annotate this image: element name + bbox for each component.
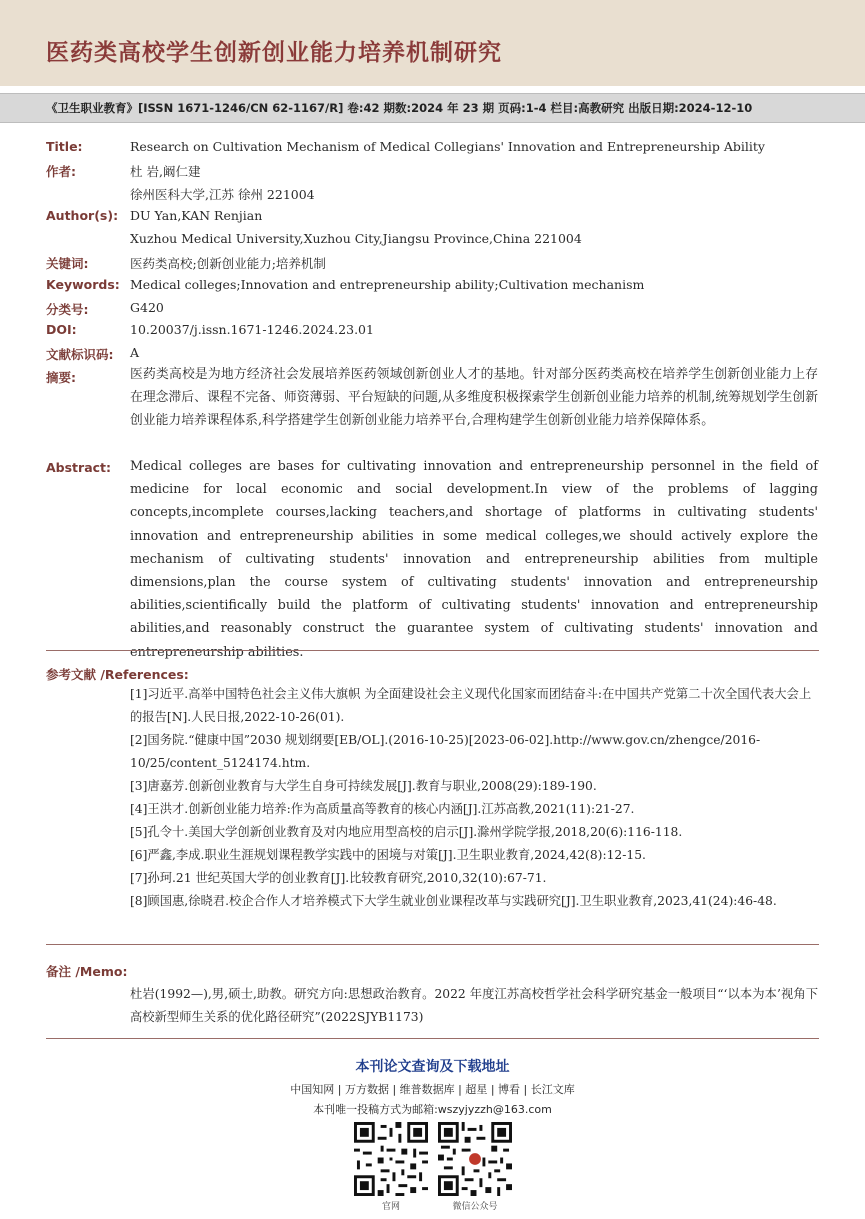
page-title: 医药类高校学生创新创业能力培养机制研究	[46, 40, 502, 66]
qr-code-official-site[interactable]	[354, 1122, 428, 1196]
journal-meta-text: 《卫生职业教育》[ISSN 1671-1246/CN 62-1167/R] 卷:42 期数:2024 年 23 期 页码:1-4 栏目:高教研究 出版日期:2024-12-10	[46, 101, 753, 115]
title-value: Research on Cultivation Mechanism of Medical Collegians' Innovation and Entrepreneurship Ability	[130, 139, 765, 154]
keywords-en-label: Keywords:	[46, 277, 120, 292]
memo-text: 杜岩(1992—),男,硕士,助教。研究方向:思想政治教育。2022 年度江苏高校哲学社会科学研究基金一般项目“‘以本为本’视角下高校新型师生关系的优化路径研究”(2022SJYB1173)	[130, 987, 818, 1024]
reference-item: [1]习近平.高举中国特色社会主义伟大旗帜 为全面建设社会主义现代化国家而团结奋斗:在中国共产党第二十次全国代表大会上的报告[N].人民日报,2022-10-26(01).	[130, 687, 812, 724]
journal-meta-bar	[0, 93, 865, 123]
memo-heading: 备注 /Memo:	[46, 964, 128, 979]
author-value: 杜 岩,阚仁建	[130, 164, 201, 179]
abstract-en-label: Abstract:	[46, 460, 112, 475]
affiliation-cn: 徐州医科大学,江苏 徐州 221004	[130, 187, 315, 202]
author-en-value: DU Yan,KAN Renjian	[130, 208, 263, 223]
header-banner	[0, 0, 865, 86]
qr-caption-wechat: 微信公众号	[452, 1202, 498, 1212]
affiliation-en: Xuzhou Medical University,Xuzhou City,Jiangsu Province,China 221004	[130, 231, 582, 246]
keywords-cn-label: 关键词:	[46, 256, 89, 271]
reference-item: [8]顾国惠,徐晓君.校企合作人才培养模式下大学生就业创业课程改革与实践研究[J].卫生职业教育,2023,41(24):46-48.	[130, 894, 777, 908]
reference-item: [4]王洪才.创新创业能力培养:作为高质量高等教育的核心内涵[J].江苏高教,2021(11):21-27.	[130, 802, 635, 816]
footer-submission: 本刊唯一投稿方式为邮箱:wszyjyzzh@163.com	[313, 1103, 552, 1116]
keywords-cn-value: 医药类高校;创新创业能力;培养机制	[130, 256, 326, 271]
doi-value[interactable]: 10.20037/j.issn.1671-1246.2024.23.01	[130, 322, 374, 337]
qr-code-wechat[interactable]	[438, 1122, 512, 1196]
reference-item: [7]孙珂.21 世纪英国大学的创业教育[J].比较教育研究,2010,32(10):67-71.	[130, 871, 547, 885]
references-heading: 参考文献 /References:	[46, 667, 189, 682]
abstract-en-text: Medical colleges are bases for cultivating innovation and entrepreneurship personnel in the field of medicine for local economic and social development.In view of the problems of lagging concepts,incomplete courses,lacking teachers,and shortage of platforms in cultivating students' innovation and entrepreneurship abilities in some medical colleges,we should actively explore the mechanism of cultivating students' innovation and entrepreneurship abilities from multiple dimensions,plan the course system of cultivating students' innovation and entrepreneurship abilities,scientifically build the platform of cultivating students' innovation and entrepreneurship abilities,and reasonably construct the guarantee system of cultivating students' innovation and entrepreneurship abilities.	[130, 459, 818, 660]
divider	[46, 650, 819, 651]
reference-item[interactable]: [2]国务院.“健康中国”2030 规划纲要[EB/OL].(2016-10-25)[2023-06-02].http://www.gov.cn/zhengce/2016-10/25/content_5124174.htm.	[130, 733, 761, 770]
class-label: 分类号:	[46, 302, 89, 317]
qr-caption-official-site: 官网	[381, 1202, 400, 1212]
title-label: Title:	[46, 139, 83, 154]
reference-item: [5]孔令十.美国大学创新创业教育及对内地应用型高校的启示[J].滁州学院学报,2018,20(6):116-118.	[130, 825, 683, 839]
footer-title: 本刊论文查询及下载地址	[355, 1059, 510, 1075]
references-list	[130, 683, 818, 913]
author-label: 作者:	[46, 164, 76, 179]
reference-item: [6]严鑫,李成.职业生涯规划课程教学实践中的困境与对策[J].卫生职业教育,2024,42(8):12-15.	[130, 848, 646, 862]
footer-databases: 中国知网 | 万方数据 | 维普数据库 | 超星 | 博看 | 长江文库	[290, 1083, 575, 1096]
doc-code-label: 文献标识码:	[46, 347, 114, 362]
reference-item: [3]唐嘉芳.创新创业教育与大学生自身可持续发展[J].教育与职业,2008(29):189-190.	[130, 779, 597, 793]
keywords-en-value: Medical colleges;Innovation and entrepreneurship ability;Cultivation mechanism	[130, 277, 645, 292]
class-value: G420	[130, 300, 164, 315]
divider	[46, 944, 819, 945]
doi-label: DOI:	[46, 322, 77, 337]
divider	[46, 1038, 819, 1039]
abstract-cn-label: 摘要:	[46, 370, 76, 385]
doc-code-value: A	[130, 345, 140, 360]
abstract-cn-text: 医药类高校是为地方经济社会发展培养医药领域创新创业人才的基地。针对部分医药类高校在培养学生创新创业能力上存在理念滞后、课程不完备、师资薄弱、平台短缺的问题,从多维度积极探索学生创新创业能力培养的机制,统筹规划学生创新创业能力培养课程体系,科学搭建学生创新创业能力培养平台,合理构建学生创新创业能力培养保障体系。	[130, 367, 818, 429]
author-en-label: Author(s):	[46, 208, 119, 223]
